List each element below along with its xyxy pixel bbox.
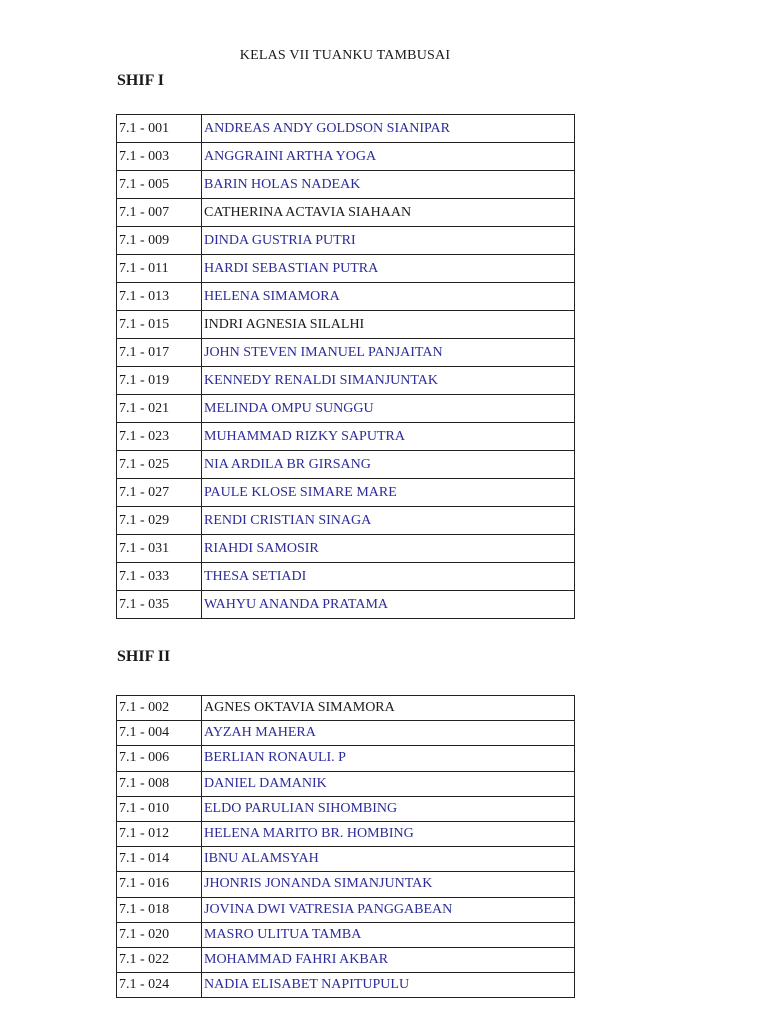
table-row: [117, 143, 575, 171]
student-code: 7.1 - 009: [117, 227, 202, 255]
table-row: [117, 507, 575, 535]
student-name[interactable]: ELDO PARULIAN SIHOMBING: [202, 796, 575, 821]
table-row: [117, 947, 575, 972]
table-row: [117, 897, 575, 922]
student-code: 7.1 - 015: [117, 311, 202, 339]
student-name[interactable]: ANDREAS ANDY GOLDSON SIANIPAR: [202, 115, 575, 143]
table-row: [117, 872, 575, 897]
student-code: 7.1 - 002: [117, 696, 202, 721]
student-code: 7.1 - 033: [117, 563, 202, 591]
student-code: 7.1 - 025: [117, 451, 202, 479]
shift-1-table: [116, 114, 575, 619]
student-name[interactable]: ANGGRAINI ARTHA YOGA: [202, 143, 575, 171]
student-code: 7.1 - 001: [117, 115, 202, 143]
student-code: 7.1 - 024: [117, 973, 202, 998]
student-code: 7.1 - 005: [117, 171, 202, 199]
student-code: 7.1 - 022: [117, 947, 202, 972]
student-code: 7.1 - 019: [117, 367, 202, 395]
student-name[interactable]: MOHAMMAD FAHRI AKBAR: [202, 947, 575, 972]
table-row: [117, 283, 575, 311]
student-name[interactable]: THESA SETIADI: [202, 563, 575, 591]
student-code: 7.1 - 012: [117, 821, 202, 846]
student-name[interactable]: KENNEDY RENALDI SIMANJUNTAK: [202, 367, 575, 395]
student-name: CATHERINA ACTAVIA SIAHAAN: [202, 199, 575, 227]
table-row: [117, 696, 575, 721]
table-row: [117, 311, 575, 339]
student-code: 7.1 - 027: [117, 479, 202, 507]
student-name[interactable]: AYZAH MAHERA: [202, 721, 575, 746]
student-name[interactable]: DINDA GUSTRIA PUTRI: [202, 227, 575, 255]
table-row: [117, 451, 575, 479]
student-name[interactable]: DANIEL DAMANIK: [202, 771, 575, 796]
student-code: 7.1 - 031: [117, 535, 202, 563]
student-code: 7.1 - 003: [117, 143, 202, 171]
shift-2-table: [116, 695, 575, 998]
student-code: 7.1 - 020: [117, 922, 202, 947]
student-name[interactable]: JOVINA DWI VATRESIA PANGGABEAN: [202, 897, 575, 922]
table-row: [117, 171, 575, 199]
table-row: [117, 395, 575, 423]
student-code: 7.1 - 035: [117, 591, 202, 619]
table-row: [117, 847, 575, 872]
student-code: 7.1 - 004: [117, 721, 202, 746]
student-code: 7.1 - 010: [117, 796, 202, 821]
student-name[interactable]: IBNU ALAMSYAH: [202, 847, 575, 872]
table-row: [117, 721, 575, 746]
student-name[interactable]: JOHN STEVEN IMANUEL PANJAITAN: [202, 339, 575, 367]
student-name[interactable]: NADIA ELISABET NAPITUPULU: [202, 973, 575, 998]
student-code: 7.1 - 014: [117, 847, 202, 872]
student-name[interactable]: RIAHDI SAMOSIR: [202, 535, 575, 563]
table-row: [117, 255, 575, 283]
table-row: [117, 796, 575, 821]
student-name[interactable]: HELENA MARITO BR. HOMBING: [202, 821, 575, 846]
student-name[interactable]: MASRO ULITUA TAMBA: [202, 922, 575, 947]
student-code: 7.1 - 017: [117, 339, 202, 367]
table-row: [117, 199, 575, 227]
table-row: [117, 339, 575, 367]
table-row: [117, 479, 575, 507]
table-row: [117, 563, 575, 591]
student-name[interactable]: BERLIAN RONAULI. P: [202, 746, 575, 771]
student-name[interactable]: RENDI CRISTIAN SINAGA: [202, 507, 575, 535]
student-name[interactable]: WAHYU ANANDA PRATAMA: [202, 591, 575, 619]
student-code: 7.1 - 006: [117, 746, 202, 771]
shift-2-heading: SHIF II: [117, 648, 171, 665]
table-row: [117, 367, 575, 395]
table-row: [117, 535, 575, 563]
student-name[interactable]: HELENA SIMAMORA: [202, 283, 575, 311]
student-code: 7.1 - 023: [117, 423, 202, 451]
student-name[interactable]: NIA ARDILA BR GIRSANG: [202, 451, 575, 479]
table-row: [117, 115, 575, 143]
student-code: 7.1 - 011: [117, 255, 202, 283]
table-row: [117, 591, 575, 619]
student-name: AGNES OKTAVIA SIMAMORA: [202, 696, 575, 721]
student-name: INDRI AGNESIA SILALHI: [202, 311, 575, 339]
student-name[interactable]: PAULE KLOSE SIMARE MARE: [202, 479, 575, 507]
table-row: [117, 922, 575, 947]
student-name[interactable]: MUHAMMAD RIZKY SAPUTRA: [202, 423, 575, 451]
table-row: [117, 423, 575, 451]
table-row: [117, 821, 575, 846]
shift-1-heading: SHIF I: [117, 72, 164, 89]
student-name[interactable]: HARDI SEBASTIAN PUTRA: [202, 255, 575, 283]
table-row: [117, 227, 575, 255]
student-code: 7.1 - 029: [117, 507, 202, 535]
page-title: KELAS VII TUANKU TAMBUSAI: [239, 48, 451, 63]
student-code: 7.1 - 008: [117, 771, 202, 796]
student-name[interactable]: BARIN HOLAS NADEAK: [202, 171, 575, 199]
table-row: [117, 973, 575, 998]
student-code: 7.1 - 016: [117, 872, 202, 897]
student-code: 7.1 - 013: [117, 283, 202, 311]
student-name[interactable]: MELINDA OMPU SUNGGU: [202, 395, 575, 423]
student-name[interactable]: JHONRIS JONANDA SIMANJUNTAK: [202, 872, 575, 897]
table-row: [117, 771, 575, 796]
student-code: 7.1 - 021: [117, 395, 202, 423]
table-row: [117, 746, 575, 771]
student-code: 7.1 - 007: [117, 199, 202, 227]
student-code: 7.1 - 018: [117, 897, 202, 922]
